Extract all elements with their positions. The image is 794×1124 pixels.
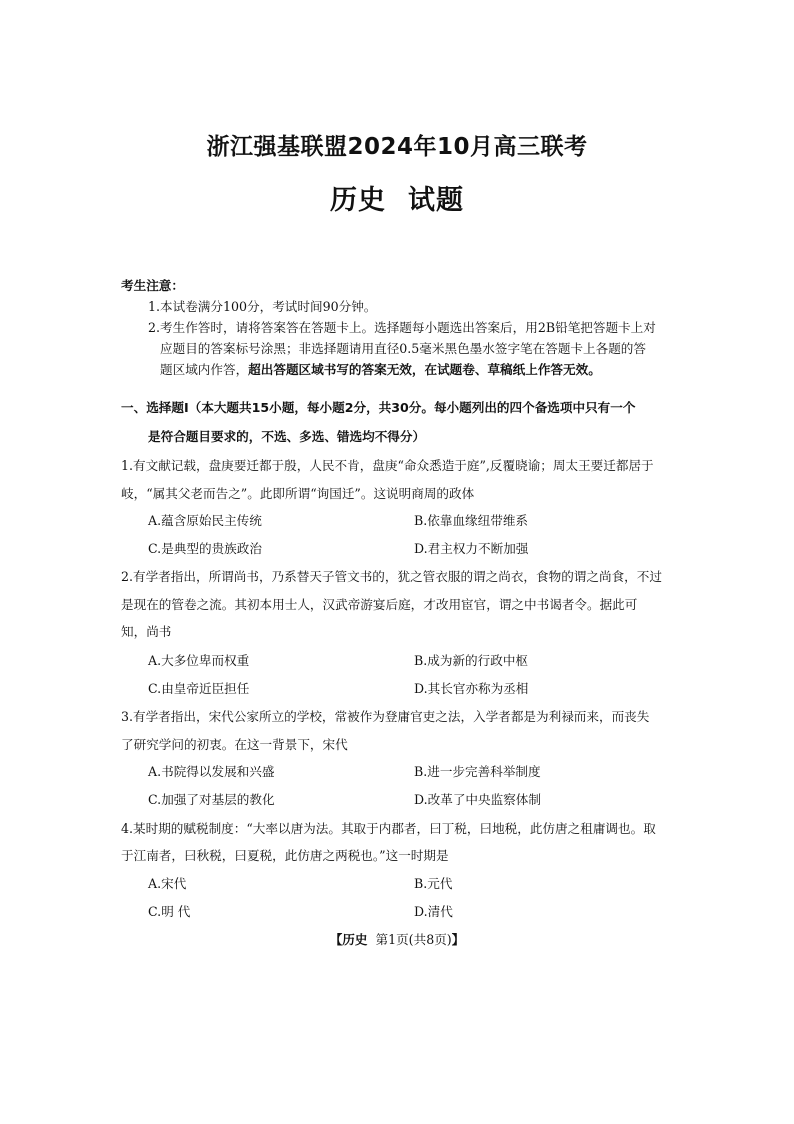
- question-2-option-c: C.由皇帝近臣担任: [148, 681, 250, 696]
- question-3-line1: 3.有学者指出，宋代公家所立的学校，常被作为登庸官吏之法，入学者都是为利禄而来，而丧失: [121, 709, 650, 724]
- exam-title: 浙江强基联盟2024年10月高三联考: [206, 134, 588, 160]
- question-1-line2: 岐，“属其父老而告之”。此即所谓“询国迁”。这说明商周的政体: [121, 486, 475, 501]
- question-4-option-c: C.明 代: [148, 904, 191, 919]
- question-2-option-b: B.成为新的行政中枢: [414, 653, 529, 668]
- question-4-option-d: D.清代: [414, 904, 453, 919]
- notice-item-2-line1: 2.考生作答时，请将答案答在答题卡上。选择题每小题选出答案后，用2B铅笔把答题卡上对: [148, 320, 656, 335]
- question-3-option-c: C.加强了对基层的教化: [148, 792, 275, 807]
- question-1-option-b: B.依靠血缘纽带维系: [414, 513, 529, 528]
- notice-item-2-line3: [160, 360, 601, 380]
- notice-item-1: 1.本试卷满分100分，考试时间90分钟。: [148, 299, 377, 314]
- question-3-line2: 了研究学问的初衷。在这一背景下，宋代: [121, 737, 348, 752]
- question-4-option-a: A.宋代: [148, 876, 187, 891]
- notice-heading: 考生注意：: [121, 278, 184, 293]
- page-footer: [0, 929, 794, 948]
- question-1-option-a: A.蕴含原始民主传统: [148, 513, 262, 528]
- question-1-option-c: C.是典型的贵族政治: [148, 541, 262, 556]
- question-2-option-d: D.其长官亦称为丞相: [414, 681, 529, 696]
- subject-name: 历史: [330, 185, 386, 216]
- question-4-line1: 4.某时期的赋税制度：“大率以唐为法。其取于内郡者，曰丁税，曰地税，此仿唐之租庸调也。取: [121, 821, 656, 836]
- question-2-line1: 2.有学者指出，所谓尚书，乃系替天子管文书的，犹之管衣服的谓之尚衣，食物的谓之尚食，不过: [121, 569, 662, 584]
- notice-item-2-line3-bold: 超出答题区域书写的答案无效，在试题卷、草稿纸上作答无效。: [248, 362, 601, 377]
- notice-item-2-line3-plain: 题区域内作答，: [160, 362, 249, 377]
- section-heading-line2: 是符合题目要求的，不选、多选、错选均不得分）: [148, 429, 426, 444]
- notice-item-2-line2: 应题目的答案标号涂黑；非选择题请用直径0.5毫米黑色墨水签字笔在答题卡上各题的答: [160, 341, 646, 356]
- exam-subject-title: [0, 178, 794, 217]
- question-3-option-b: B.进一步完善科举制度: [414, 764, 541, 779]
- question-4-option-b: B.元代: [414, 876, 453, 891]
- footer-page-number: 第1页(共8页): [375, 932, 452, 947]
- question-1-option-d: D.君主权力不断加强: [414, 541, 529, 556]
- question-1-line1: 1.有文献记载，盘庚要迁都于殷，人民不肯，盘庚“命众悉造于庭”,反覆晓谕；周太王要迁都居于: [121, 458, 654, 473]
- section-heading-line1: 一、选择题Ⅰ（本大题共15小题，每小题2分，共30分。每小题列出的四个备选项中只有一个: [121, 400, 636, 415]
- question-4-line2: 于江南者，曰秋税，曰夏税，此仿唐之两税也。”这一时期是: [121, 848, 449, 863]
- footer-open-bracket: 【: [329, 932, 343, 947]
- footer-close-bracket: 】: [451, 932, 465, 947]
- question-2-line3: 知，尚书: [121, 624, 172, 639]
- question-3-option-d: D.改革了中央监察体制: [414, 792, 541, 807]
- footer-subject: 历史: [342, 932, 368, 947]
- question-2-line2: 是现在的管卷之流。其初本用士人，汉武帝游宴后庭，才改用宦官，谓之中书谒者令。据此可: [121, 597, 638, 612]
- question-3-option-a: A.书院得以发展和兴盛: [148, 764, 275, 779]
- subtitle: 试题: [408, 185, 464, 216]
- question-2-option-a: A.大多位卑而权重: [148, 653, 250, 668]
